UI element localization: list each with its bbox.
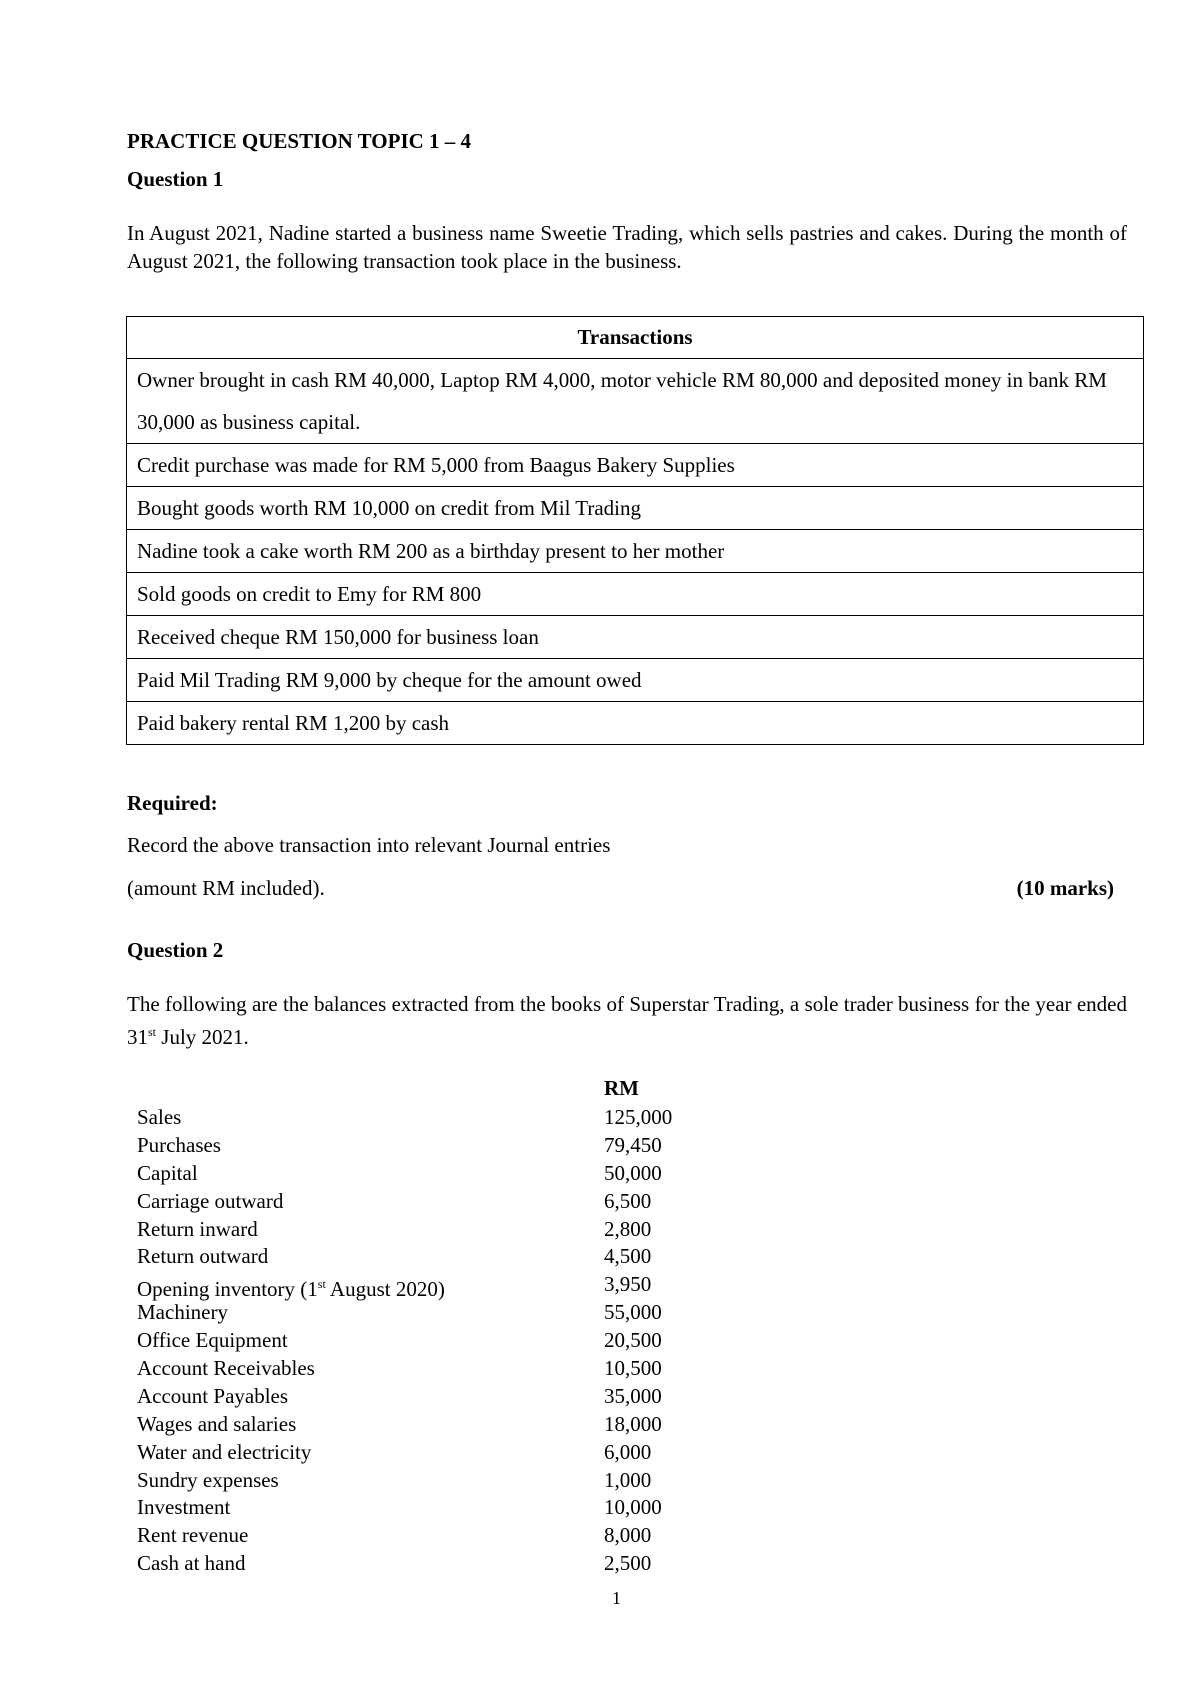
transactions-table	[126, 316, 1144, 745]
balance-value: 10,000	[604, 1495, 662, 1520]
balance-name	[137, 1132, 221, 1160]
table-row	[127, 573, 1144, 616]
balance-name-text: Opening inventory (1	[137, 1277, 318, 1302]
required-instruction-line-2: (amount RM included).	[127, 876, 325, 900]
list-item	[137, 1411, 787, 1439]
balance-name-text: Account Payables	[137, 1383, 289, 1408]
list-item	[137, 1522, 787, 1550]
balance-value: 2,500	[604, 1551, 652, 1576]
table-row	[127, 530, 1144, 573]
balance-name-suffix: August 2020)	[325, 1277, 445, 1302]
balance-value: 50,000	[604, 1160, 662, 1185]
balance-value: 18,000	[604, 1411, 662, 1436]
balance-name-text: Purchases	[137, 1132, 221, 1157]
balance-name	[137, 1439, 311, 1467]
table-row	[127, 659, 1144, 702]
transactions-header: Transactions	[127, 317, 1144, 359]
balance-name	[137, 1243, 268, 1271]
list-item	[137, 1327, 787, 1355]
transaction-cell: Bought goods worth RM 10,000 on credit from Mil Trading	[127, 487, 1144, 530]
list-item	[137, 1216, 787, 1244]
balance-name-text: Capital	[137, 1160, 198, 1185]
balance-name-text: Office Equipment	[137, 1328, 288, 1353]
balance-name	[137, 1216, 258, 1244]
balance-name	[137, 1355, 315, 1383]
transaction-cell: Nadine took a cake worth RM 200 as a birthday present to her mother	[127, 530, 1144, 573]
table-row	[127, 359, 1144, 444]
question-2-heading: Question 2	[127, 938, 224, 962]
balance-name	[137, 1411, 296, 1439]
balances-list	[137, 1104, 787, 1578]
balance-value: 10,500	[604, 1356, 662, 1381]
transaction-cell: Paid bakery rental RM 1,200 by cash	[127, 702, 1144, 745]
balance-name	[137, 1383, 288, 1411]
balance-value: 79,450	[604, 1132, 662, 1157]
list-item	[137, 1188, 787, 1216]
balance-value: 8,000	[604, 1523, 652, 1548]
table-row	[127, 702, 1144, 745]
balance-value: 6,500	[604, 1188, 652, 1213]
balance-value: 125,000	[604, 1105, 673, 1129]
table-row	[127, 487, 1144, 530]
question-2-intro	[127, 990, 1127, 1051]
table-row	[127, 444, 1144, 487]
balance-value: 20,500	[604, 1328, 662, 1353]
balance-name-text: Account Receivables	[137, 1356, 315, 1381]
list-item	[137, 1383, 787, 1411]
ordinal-suffix: st	[148, 1025, 157, 1039]
marks-label: (10 marks)	[1016, 876, 1114, 900]
balance-value: 1,000	[604, 1467, 652, 1492]
balance-value: 55,000	[604, 1300, 662, 1325]
balance-name-text: Return outward	[137, 1244, 269, 1269]
balance-name	[137, 1522, 248, 1550]
table-header-row	[127, 317, 1144, 359]
question-2-intro-text: The following are the balances extracted from the books of Superstar Trading, a sole trader business for the year ended 31	[127, 992, 1127, 1049]
list-item	[137, 1467, 787, 1495]
ordinal-suffix: st	[317, 1277, 326, 1292]
transaction-cell: Received cheque RM 150,000 for business loan	[127, 616, 1144, 659]
transaction-cell: Credit purchase was made for RM 5,000 from Baagus Bakery Supplies	[127, 444, 1144, 487]
balance-name	[137, 1550, 245, 1578]
balance-value: 6,000	[604, 1439, 652, 1464]
balance-name-text: Machinery	[137, 1300, 228, 1325]
balance-name	[137, 1104, 181, 1132]
list-item	[137, 1271, 787, 1302]
list-item	[137, 1104, 787, 1132]
balance-name	[137, 1467, 279, 1495]
required-instruction-line-1: Record the above transaction into relevant Journal entries	[127, 833, 611, 857]
balance-name	[137, 1327, 288, 1355]
list-item	[137, 1494, 787, 1522]
required-label: Required:	[127, 791, 218, 815]
question-2-intro-end: July 2021.	[156, 1025, 249, 1049]
balance-value: 3,950	[604, 1272, 652, 1297]
transaction-cell: Sold goods on credit to Emy for RM 800	[127, 573, 1144, 616]
balance-name-text: Return inward	[137, 1216, 258, 1241]
balance-name-text: Rent revenue	[137, 1523, 249, 1548]
transaction-cell: Owner brought in cash RM 40,000, Laptop RM 4,000, motor vehicle RM 80,000 and deposited money in bank RM 30,000 as business capital.	[127, 359, 1144, 444]
balance-name-text: Wages and salaries	[137, 1411, 297, 1436]
question-1-intro: In August 2021, Nadine started a business name Sweetie Trading, which sells pastries and cakes. During the month of August 2021, the following transaction took place in the business.	[127, 221, 1127, 273]
balance-value: 4,500	[604, 1244, 652, 1269]
balance-name	[137, 1494, 230, 1522]
list-item	[137, 1550, 787, 1578]
list-item	[137, 1160, 787, 1188]
balance-name-text: Cash at hand	[137, 1551, 246, 1576]
list-item	[137, 1439, 787, 1467]
balance-name-text: Carriage outward	[137, 1188, 284, 1213]
balance-name	[137, 1160, 198, 1188]
list-item	[137, 1243, 787, 1271]
list-item	[137, 1299, 787, 1327]
balance-name-text: Sundry expenses	[137, 1467, 279, 1492]
transaction-cell: Paid Mil Trading RM 9,000 by cheque for the amount owed	[127, 659, 1144, 702]
page-number: 1	[612, 1588, 621, 1608]
balance-name-text: Water and electricity	[137, 1439, 312, 1464]
balance-name	[137, 1299, 228, 1327]
document-title: PRACTICE QUESTION TOPIC 1 – 4	[127, 129, 472, 153]
balance-value: 35,000	[604, 1383, 662, 1408]
rm-column-header: RM	[604, 1076, 639, 1100]
balance-name-text: Investment	[137, 1495, 231, 1520]
question-1-heading: Question 1	[127, 167, 224, 191]
balance-name-text: Sales	[137, 1105, 182, 1129]
balance-name	[137, 1188, 283, 1216]
table-row	[127, 616, 1144, 659]
balance-value: 2,800	[604, 1216, 652, 1241]
list-item	[137, 1355, 787, 1383]
list-item	[137, 1132, 787, 1160]
